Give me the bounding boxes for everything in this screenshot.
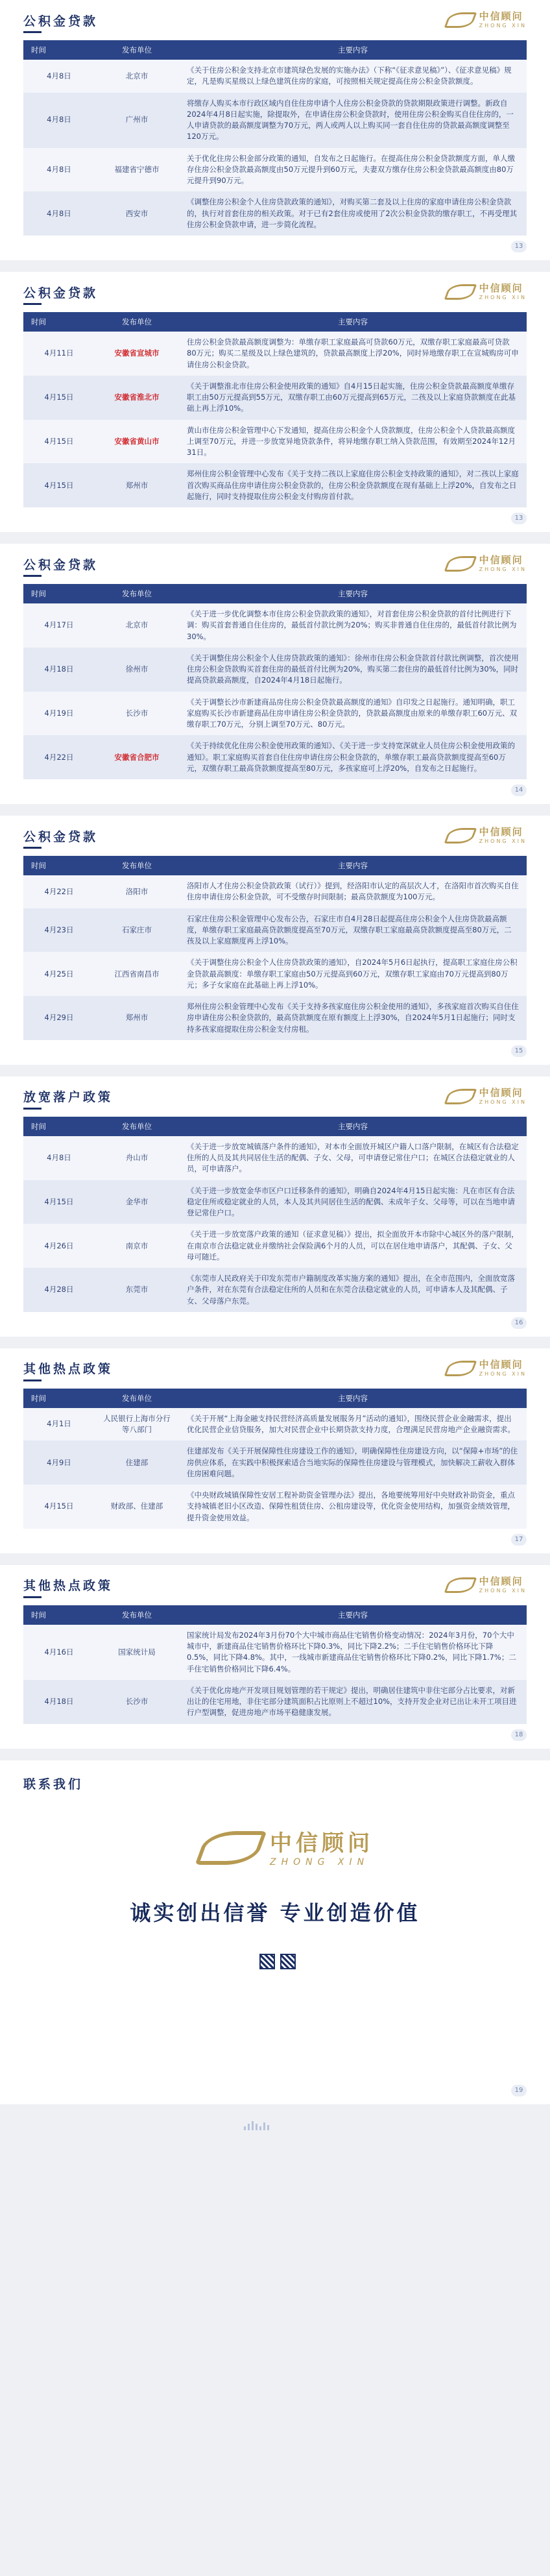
cell-unit: 东莞市 <box>125 1285 149 1294</box>
policy-panel <box>0 0 550 260</box>
header-main: 主要内容 <box>179 1605 527 1625</box>
logo-mark-icon <box>443 1358 477 1376</box>
footer-bar-mark <box>267 2125 269 2130</box>
page-number: 18 <box>511 1729 527 1741</box>
policy-table <box>23 584 527 779</box>
cell-time: 4月8日 <box>47 115 71 125</box>
logo-mark-icon <box>443 825 477 844</box>
table-row <box>23 1485 527 1529</box>
header-unit: 发布单位 <box>95 584 179 603</box>
table-header <box>23 40 527 60</box>
cell-unit: 南京市 <box>125 1241 149 1250</box>
brand-name-cn: 中信顾问 <box>479 10 523 22</box>
cell-main: 《关于进一步放宽城镇落户条件的通知》，对本市全面放开城区户籍人口落户限制，在城区有合法稳定住所的人员及其共同居住生活的配偶、子女、父母，可申请登记常住户口；在城区合法稳定就业的人员，可申请落户。 <box>187 1141 519 1174</box>
cell-unit: 安徽省合肥市 <box>114 752 160 762</box>
footer-bar-mark <box>252 2121 254 2130</box>
section-title: 公积金贷款 <box>23 12 98 29</box>
header-row <box>23 1117 527 1136</box>
cell-main: 国家统计局发布2024年3月份70个大中城市商品住宅销售价格变动情况：2024年3月份，70个大中城市中，新建商品住宅销售价格环比下降0.3%，同比下降2.2%；二手住宅销售价格环比下降0.5%，同比下降4.8%。其中，一线城市新建商品住宅销售价格环比下降0.2%，同比下降1.7%；二手住宅销售价格同比下降6.4%。 <box>187 1630 516 1673</box>
cell-time: 4月29日 <box>44 1013 74 1023</box>
slogan: 诚实创出信誉 专业创造价值 <box>130 1900 420 1925</box>
table-header <box>23 312 527 332</box>
cell-time: 4月16日 <box>44 1647 74 1657</box>
brand-name-en: ZHONG XIN <box>479 295 527 300</box>
table-body <box>23 332 527 507</box>
policy-table <box>23 1117 527 1312</box>
cell-unit: 石家庄市 <box>122 925 152 934</box>
header-main: 主要内容 <box>179 1117 527 1136</box>
header-unit: 发布单位 <box>95 312 179 332</box>
header-time: 时间 <box>23 856 95 875</box>
table-row <box>23 420 527 464</box>
cell-main: 《关于优化房地产开发项目规划管理的若干规定》提出，明确居住建筑中非住宅部分占比要求，对新出让的住宅用地，非住宅部分建筑面积占比原则上不超过10%，支持开发企业对已出让未开工项目进行户型调整，促进房地产市场平稳健康发展。 <box>187 1685 517 1718</box>
header-time: 时间 <box>23 1605 95 1625</box>
cell-unit: 舟山市 <box>125 1153 149 1162</box>
brand-text <box>479 9 527 29</box>
table-body <box>23 1136 527 1312</box>
cell-time: 4月1日 <box>47 1419 71 1429</box>
cell-main: 石家庄住房公积金管理中心发布公告，石家庄市自4月28日起提高住房公积金个人住房贷款最高额度，单缴存职工家庭最高贷款额度提高至70万元，双缴存职工家庭最高贷款额度提高至80万元，二孩及以上家庭额度再上浮10%。 <box>187 914 512 945</box>
cell-unit: 洛阳市 <box>125 886 149 896</box>
brand-name-cn: 中信顾问 <box>479 554 523 566</box>
cell-main: 住建部发布《关于开展保障性住房建设工作的通知》，明确保障性住房建设方向，以“保障+市场”的住房供应体系，在实践中积极探索适合当地实际的保障性住房建设与管理模式，加快解决工薪收入群体住房困难问题。 <box>187 1446 518 1478</box>
cell-main: 关于优化住房公积金部分政策的通知，自发布之日起施行。在提高住房公积金贷款额度方面，单人缴存住房公积金贷款最高额度由50万元提升到60万元，夫妻双方缴存住房公积金贷款最高额度由80万元提升到90万元。 <box>187 153 515 185</box>
footer-decoration <box>244 2121 269 2130</box>
table-row <box>23 60 527 93</box>
logo-mark-icon <box>195 1826 266 1866</box>
footer-bar-mark <box>244 2126 246 2130</box>
cell-time: 4月17日 <box>44 620 74 630</box>
cell-unit: 安徽省宣城市 <box>114 348 160 358</box>
table-body <box>23 1625 527 1724</box>
policy-panel <box>0 816 550 1065</box>
brand-text <box>479 553 527 572</box>
policy-table <box>23 1389 527 1529</box>
page-number: 16 <box>511 1317 527 1329</box>
table-row <box>23 603 527 648</box>
header-unit: 发布单位 <box>95 40 179 60</box>
cell-time: 4月8日 <box>47 1153 71 1162</box>
logo-mark-icon <box>443 1086 477 1104</box>
page-number: 14 <box>511 784 527 796</box>
header-row <box>23 312 527 332</box>
cell-time: 4月8日 <box>47 208 71 218</box>
page-number: 15 <box>511 1045 527 1057</box>
table-body <box>23 60 527 236</box>
section-title: 公积金贷款 <box>23 827 98 845</box>
policy-panel <box>0 1348 550 1553</box>
panel-header <box>0 1348 550 1389</box>
table-row <box>23 1680 527 1724</box>
cell-main: 《关于进一步优化调整本市住房公积金贷款政策的通知》，对首套住房公积金贷款的首付比例进行下调：购买首套普通自住住房的，最低首付款比例为20%；购买非普通自住住房的，最低首付款比例为30%。 <box>187 609 517 641</box>
page-number: 17 <box>511 1534 527 1546</box>
cell-main: 《关于住房公积金支持北京市建筑绿色发展的实施办法》（下称“《征求意见稿》”）、《征求意见稿》规定，凡是购买星级以上绿色建筑住房的家庭，可按照相关规定提高住房公积金贷款额度。 <box>187 66 512 86</box>
cell-unit: 人民银行上海市分行等八部门 <box>103 1413 171 1434</box>
logo-mark-icon <box>443 553 477 572</box>
cell-time: 4月9日 <box>47 1457 71 1467</box>
cell-time: 4月25日 <box>44 969 74 978</box>
cell-time: 4月8日 <box>47 71 71 80</box>
table-row <box>23 1268 527 1312</box>
qr-code-icon[interactable] <box>280 1954 296 1969</box>
footer-bar-mark <box>256 2124 257 2130</box>
cell-unit: 国家统计局 <box>118 1647 156 1657</box>
brand-logo <box>443 1086 527 1105</box>
brand-name-en: ZHONG XIN <box>479 566 527 572</box>
cell-main: 《关于调整住房公积金个人住房贷款政策的通知》：徐州市住房公积金贷款首付款比例调整，首次使用住房公积金贷款购买首套住房的最低首付比例为20%，购买第二套住房的最低首付比例为30%，同时提高贷款最高额度，自2024年4月18日起施行。 <box>187 653 519 685</box>
brand-logo <box>443 1357 527 1377</box>
cell-unit: 金华市 <box>125 1197 149 1206</box>
cell-main: 郑州住房公积金管理中心发布《关于支持二孩以上家庭住房公积金支持政策的通知》，对二孩以上家庭首次购买商品住房申请住房公积金贷款的，住房公积金贷款额度在现有基础上上浮20%，自发布之日起施行，同时支持提取住房公积金支付购房首付款。 <box>187 469 519 501</box>
cell-main: 《关于进一步放宽金华市区户口迁移条件的通知》，明确自2024年4月15日起实施：凡在市区有合法稳定住所或稳定就业的人员，本人及其共同居住生活的配偶、未成年子女、父母等，可以在当地申请登记常住户口。 <box>187 1185 515 1217</box>
cell-time: 4月15日 <box>44 1501 74 1511</box>
brand-name-en: ZHONG XIN <box>479 838 527 844</box>
cell-unit: 广州市 <box>125 115 149 125</box>
cell-unit: 安徽省淮北市 <box>114 393 160 402</box>
table-row <box>23 1408 527 1441</box>
cell-main: 《中央财政城镇保障性安居工程补助资金管理办法》提出，各地要统筹用好中央财政补助资金，重点支持城镇老旧小区改造、保障性租赁住房、公租房建设等，优化资金使用结构，加强资金绩效管理，提升资金使用效益。 <box>187 1490 515 1522</box>
table-row <box>23 93 527 148</box>
header-row <box>23 40 527 60</box>
policy-panel <box>0 272 550 532</box>
header-time: 时间 <box>23 40 95 60</box>
header-main: 主要内容 <box>179 40 527 60</box>
table-header <box>23 1389 527 1408</box>
cell-unit: 郑州市 <box>125 1013 149 1023</box>
cell-unit: 财政部、住建部 <box>110 1501 163 1511</box>
policy-table <box>23 312 527 507</box>
section-title: 联系我们 <box>23 1777 84 1792</box>
cell-unit: 西安市 <box>125 208 149 218</box>
brand-text <box>479 825 527 844</box>
cell-unit: 徐州市 <box>125 664 149 674</box>
logo-mark-icon <box>443 282 477 300</box>
section-title: 公积金贷款 <box>23 284 98 301</box>
table-row <box>23 148 527 192</box>
section-title: 其他热点政策 <box>23 1576 113 1594</box>
policy-panel <box>0 1565 550 1749</box>
cell-time: 4月11日 <box>44 348 74 358</box>
page-number: 13 <box>511 241 527 252</box>
cell-time: 4月19日 <box>44 708 74 718</box>
cell-main: 《关于调整住房公积金个人住房贷款政策的通知》，自2024年5月6日起执行，提高职工家庭住房公积金贷款最高额度：单缴存职工家庭由50万元提高到60万元，双缴存职工家庭由70万元提高到80万元；多子女家庭在此基础上再上浮10%。 <box>187 958 518 990</box>
header-row <box>23 1605 527 1625</box>
policy-panel <box>0 1076 550 1337</box>
cell-unit: 长沙市 <box>125 1697 149 1706</box>
logo-mark-icon <box>443 10 477 28</box>
table-row <box>23 735 527 779</box>
policy-table <box>23 856 527 1040</box>
brand-logo <box>443 281 527 300</box>
header-time: 时间 <box>23 1117 95 1136</box>
cell-main: 《东莞市人民政府关于印发东莞市户籍制度改革实施方案的通知》提出，在全市范围内，全面放宽落户条件，对在东莞有合法稳定住所的人员和在东莞合法稳定就业的人员，可申请本人及其配偶、子女、父母落户东莞。 <box>187 1274 515 1306</box>
panel-header <box>0 1076 550 1117</box>
brand-name-en: ZHONG XIN <box>479 23 527 29</box>
cell-time: 4月28日 <box>44 1285 74 1294</box>
brand-text <box>479 281 527 300</box>
cell-time: 4月15日 <box>44 1197 74 1206</box>
brand-logo <box>443 1574 527 1594</box>
table-row <box>23 463 527 507</box>
cell-main: 黄山市住房公积金管理中心下发通知，提高住房公积金个人贷款额度，住房公积金个人贷款最高额度上调至70万元，并进一步放宽异地贷款条件，将异地缴存职工纳入贷款范围，有效期至2024年12月31日。 <box>187 425 516 457</box>
table-row <box>23 332 527 376</box>
header-unit: 发布单位 <box>95 856 179 875</box>
panel-header <box>0 544 550 584</box>
header-row <box>23 1389 527 1408</box>
panel-header <box>0 816 550 856</box>
cell-unit: 北京市 <box>125 71 149 80</box>
brand-text <box>479 1357 527 1377</box>
table-header <box>23 1117 527 1136</box>
cell-main: 《关于调整长沙市新建商品房住房公积金贷款最高额度的通知》自印发之日起施行。通知明确，职工家庭购买长沙市新建商品住房申请住房公积金贷款的，贷款最高额度由原来的单缴存职工60万元、双缴存职工70万元，分别上调至70万元、80万元。 <box>187 697 518 729</box>
cell-time: 4月22日 <box>44 886 74 896</box>
brand-name-cn: 中信顾问 <box>479 282 523 294</box>
cell-unit: 郑州市 <box>125 480 149 490</box>
section-title: 公积金贷款 <box>23 555 98 573</box>
brand-logo-large <box>195 1825 374 1867</box>
panel-header <box>0 272 550 312</box>
policy-panel <box>0 544 550 804</box>
brand-name-cn: 中信顾问 <box>479 826 523 838</box>
brand-logo <box>443 825 527 844</box>
brand-name-en: ZHONG XIN <box>270 1856 370 1867</box>
table-row <box>23 1440 527 1485</box>
cell-main: 洛阳市人才住房公积金贷款政策（试行）》提到，经洛阳市认定的高层次人才，在洛阳市首次购买自住住房申请住房公积金贷款，可不受缴存时间限制；最高贷款额度为100万元。 <box>187 881 519 902</box>
table-row <box>23 996 527 1040</box>
table-row <box>23 908 527 953</box>
cell-main: 《关于进一步放宽落户政策的通知（征求意见稿）》提出，拟全面放开本市除中心城区外的落户限制，在南京市合法稳定就业并缴纳社会保险满6个月的人员，可以在居住地申请落户，其配偶、子女、父母可随迁。 <box>187 1230 519 1261</box>
header-unit: 发布单位 <box>95 1605 179 1625</box>
brand-name-en: ZHONG XIN <box>479 1587 527 1594</box>
header-main: 主要内容 <box>179 1389 527 1408</box>
policy-table <box>23 1605 527 1724</box>
header-main: 主要内容 <box>179 856 527 875</box>
footer-bar-mark <box>248 2124 250 2130</box>
panel-header <box>0 1565 550 1605</box>
panel-header <box>0 0 550 40</box>
header-row <box>23 856 527 875</box>
cell-main: 《关于调整淮北市住房公积金使用政策的通知》自4月15日起实施，住房公积金贷款最高额度单缴存职工由50万元提高到55万元，双缴存职工由60万元提高到65万元，二孩及以上家庭贷款额度在此基础上再上浮10%。 <box>187 381 516 413</box>
table-row <box>23 875 527 908</box>
header-time: 时间 <box>23 584 95 603</box>
header-time: 时间 <box>23 312 95 332</box>
header-unit: 发布单位 <box>95 1117 179 1136</box>
cell-time: 4月15日 <box>44 436 74 446</box>
cell-unit: 北京市 <box>125 620 149 630</box>
footer-bar-mark <box>259 2126 261 2130</box>
brand-name-cn: 中信顾问 <box>270 1830 374 1856</box>
brand-name-cn: 中信顾问 <box>479 1358 523 1370</box>
section-title: 放宽落户政策 <box>23 1088 113 1105</box>
table-row <box>23 648 527 692</box>
header-unit: 发布单位 <box>95 1389 179 1408</box>
table-row <box>23 692 527 736</box>
cell-time: 4月8日 <box>47 164 71 174</box>
table-row <box>23 1625 527 1680</box>
section-title: 其他热点政策 <box>23 1359 113 1377</box>
cell-main: 将缴存人购买本市行政区域内自住住房申请个人住房公积金贷款的贷款期限政策进行调整。新政自2024年4月8日起实施，除提取外，在申请住房公积金贷款时，使用住房公积金购买自住住房的，一人申请贷款的最高额度调整为70万元，两人或两人以上购买同一套自住住房的贷款最高额度调整至120万元。 <box>187 98 514 141</box>
page-number: 13 <box>511 513 527 524</box>
brand-name-en: ZHONG XIN <box>479 1370 527 1377</box>
table-body <box>23 603 527 779</box>
cell-main: 《调整住房公积金个人住房贷款政策的通知》，对购买第二套及以上住房的家庭申请住房公积金贷款的，执行对首套住房的相关政策。对于已有2套住房或使用了2次公积金贷款的缴存职工，不再受理其住房公积金贷款申请，进一步简化流程。 <box>187 197 518 229</box>
table-row <box>23 1224 527 1268</box>
table-row <box>23 1180 527 1224</box>
header-main: 主要内容 <box>179 584 527 603</box>
page-number: 19 <box>511 2085 527 2096</box>
cell-time: 4月15日 <box>44 480 74 490</box>
cell-main: 郑州住房公积金管理中心发布《关于支持多孩家庭住房公积金使用的通知》，多孩家庭首次购买自住住房申请住房公积金贷款的，最高贷款额度在原有额度上上浮30%，自2024年5月1日起施行；同时支持多孩家庭提取住房公积金支付房租。 <box>187 1002 519 1034</box>
table-body <box>23 1408 527 1529</box>
table-body <box>23 875 527 1040</box>
qr-code-icon[interactable] <box>259 1954 275 1969</box>
contact-panel <box>0 1760 550 2104</box>
cell-unit: 福建省宁德市 <box>114 164 160 174</box>
cell-time: 4月18日 <box>44 664 74 674</box>
brand-text <box>479 1574 527 1594</box>
brand-text <box>479 1086 527 1105</box>
cell-time: 4月26日 <box>44 1241 74 1250</box>
cell-main: 《关于持续优化住房公积金使用政策的通知》、《关于进一步支持宽深就业人员住房公积金使用政策的通知》。职工家庭购买首套自住住房申请住房公积金贷款的，单缴存职工最高贷款额度提高至60万元，双缴存职工最高贷款额度提高至80万元，多孩家庭可上浮20%，自发布之日起施行。 <box>187 741 515 773</box>
header-row <box>23 584 527 603</box>
cell-time: 4月23日 <box>44 925 74 934</box>
header-main: 主要内容 <box>179 312 527 332</box>
cell-time: 4月22日 <box>44 752 74 762</box>
brand-name-cn: 中信顾问 <box>479 1575 523 1587</box>
table-row <box>23 376 527 420</box>
brand-logo <box>443 9 527 29</box>
footer-bar <box>0 2104 550 2143</box>
cell-time: 4月18日 <box>44 1697 74 1706</box>
table-header <box>23 856 527 875</box>
brand-logo <box>443 553 527 572</box>
table-row <box>23 952 527 996</box>
footer-bar-mark <box>263 2122 265 2130</box>
table-header <box>23 1605 527 1625</box>
cell-unit: 长沙市 <box>125 708 149 718</box>
table-row <box>23 1136 527 1180</box>
cell-main: 《关于开展“上海金融支持民营经济高质量发展服务月”活动的通知》，围绕民营企业金融需求，提出优化民营企业信贷服务，加大对民营企业中长期贷款支持力度，合理满足民营房地产企业融资需求。 <box>187 1413 515 1434</box>
logo-mark-icon <box>443 1575 477 1593</box>
cell-time: 4月15日 <box>44 393 74 402</box>
brand-name-en: ZHONG XIN <box>479 1099 527 1105</box>
table-header <box>23 584 527 603</box>
header-time: 时间 <box>23 1389 95 1408</box>
cell-unit: 安徽省黄山市 <box>114 436 160 446</box>
cell-main: 住房公积金贷款最高额度调整为：单缴存职工家庭最高可贷款60万元，双缴存职工家庭最高可贷款80万元；购买二星级及以上绿色建筑的，贷款最高额度上浮20%，同时异地缴存职工在宣城购房可申请住房公积金贷款。 <box>187 337 519 369</box>
cell-unit: 住建部 <box>125 1457 149 1467</box>
policy-table <box>23 40 527 236</box>
brand-text <box>270 1825 374 1867</box>
brand-name-cn: 中信顾问 <box>479 1086 523 1099</box>
cell-unit: 江西省南昌市 <box>114 969 160 978</box>
table-row <box>23 191 527 236</box>
